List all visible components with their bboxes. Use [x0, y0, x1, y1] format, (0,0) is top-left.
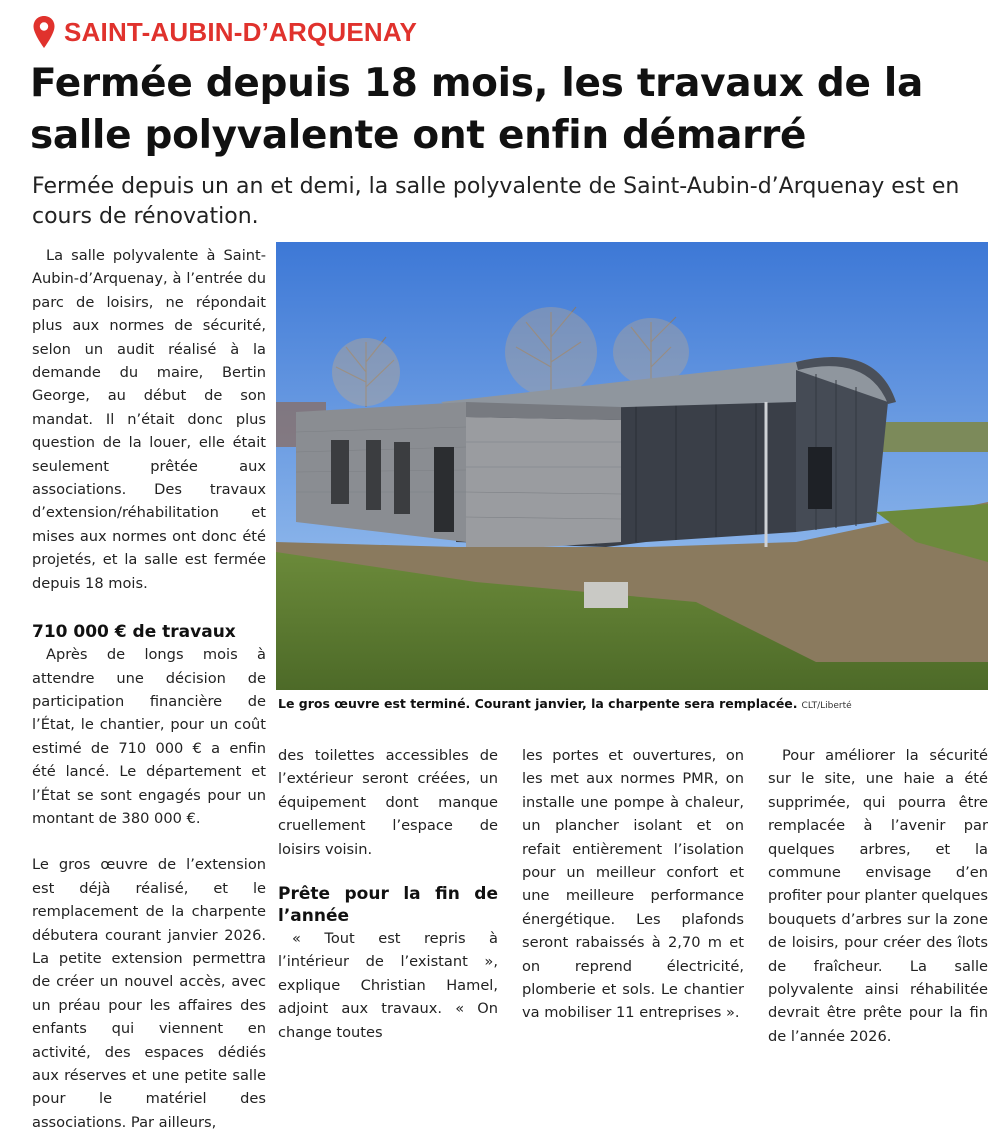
caption-text: Le gros œuvre est terminé. Courant janvier, la charpente sera remplacée. [278, 696, 798, 711]
construction-site-photo [276, 242, 988, 690]
article-column-2 [278, 744, 498, 1044]
paragraph-intro: La salle polyvalente à Saint-Aubin-d’Arquenay, à l’entrée du parc de loisirs, ne répondait plus aux normes de sécurité, selon un audit réalisé à la demande du maire, Bertin George, au début de son mandat. Il n’était donc plus question de la louer, elle était seulement prêtée aux associations. Des travaux d’extension/réhabilitation et mises aux normes ont donc été projetés, et la salle est fermée depuis 18 mois. [32, 247, 266, 592]
article-column-4 [768, 744, 988, 1048]
article-headline: Fermée depuis 18 mois, les travaux de la salle polyvalente ont enfin démarré [30, 61, 923, 158]
subhead-end-of-year: Prête pour la fin de l’année [278, 884, 498, 927]
map-pin-icon [32, 15, 56, 49]
location-kicker [32, 12, 417, 52]
paragraph-quote-start: « Tout est repris à l’intérieur de l’existant », explique Christian Hamel, adjoint aux travaux. « On change toutes [278, 930, 498, 1041]
paragraph-safety: Pour améliorer la sécurité sur le site, une haie a été supprimée, qui pourra être remplacée à l’avenir par quelques arbres, et la commune envisage d’en profiter pour planter quelques bouquets d’arbres sur la zone de loisirs, pour créer des îlots de fraîcheur. La salle polyvalente ainsi réhabilitée devrait être prête pour la fin de l’année 2026. [768, 747, 988, 1045]
article-column-3 [522, 744, 744, 1025]
subhead-cost: 710 000 € de travaux [32, 622, 236, 643]
location-name: SAINT-AUBIN-D’ARQUENAY [64, 16, 418, 47]
paragraph-quote-end: les portes et ouvertures, on les met aux normes PMR, on installe une pompe à chaleur, un plancher isolant et on refait entièrement l’isolation pour un meilleur confort et une meilleure performance énergétique. Les plafonds seront rabaissés à 2,70 m et on reprend électricité, plomberie et sols. Le chantier va mobiliser 11 entreprises ». [522, 747, 744, 1022]
paragraph-toilets: des toilettes accessibles de l’extérieur seront créées, un équipement dont manque cruellement l’espace de loisirs voisin. [278, 747, 498, 858]
paragraph-extension: Le gros œuvre de l’extension est déjà réalisé, et le remplacement de la charpente débutera courant janvier 2026. La petite extension permettra de créer un nouvel accès, avec un préau pour les affaires des enfants qui viennent en activité, des espaces dédiés aux réserves et une petite salle pour le matériel des associations. Par ailleurs, [32, 856, 266, 1131]
photo-credit: CLT/Liberté [801, 701, 852, 711]
article-lead: Fermée depuis un an et demi, la salle polyvalente de Saint-Aubin-d’Arquenay est en cours de rénovation. [32, 174, 960, 229]
photo-caption [278, 694, 988, 716]
article-column-1 [32, 244, 266, 1134]
paragraph-funding: Après de longs mois à attendre une décision de participation financière de l’État, le chantier, pour un coût estimé de 710 000 € a enfin été lancé. Le département et l’État se sont engagés pour un montant de 380 000 €. [32, 646, 266, 827]
